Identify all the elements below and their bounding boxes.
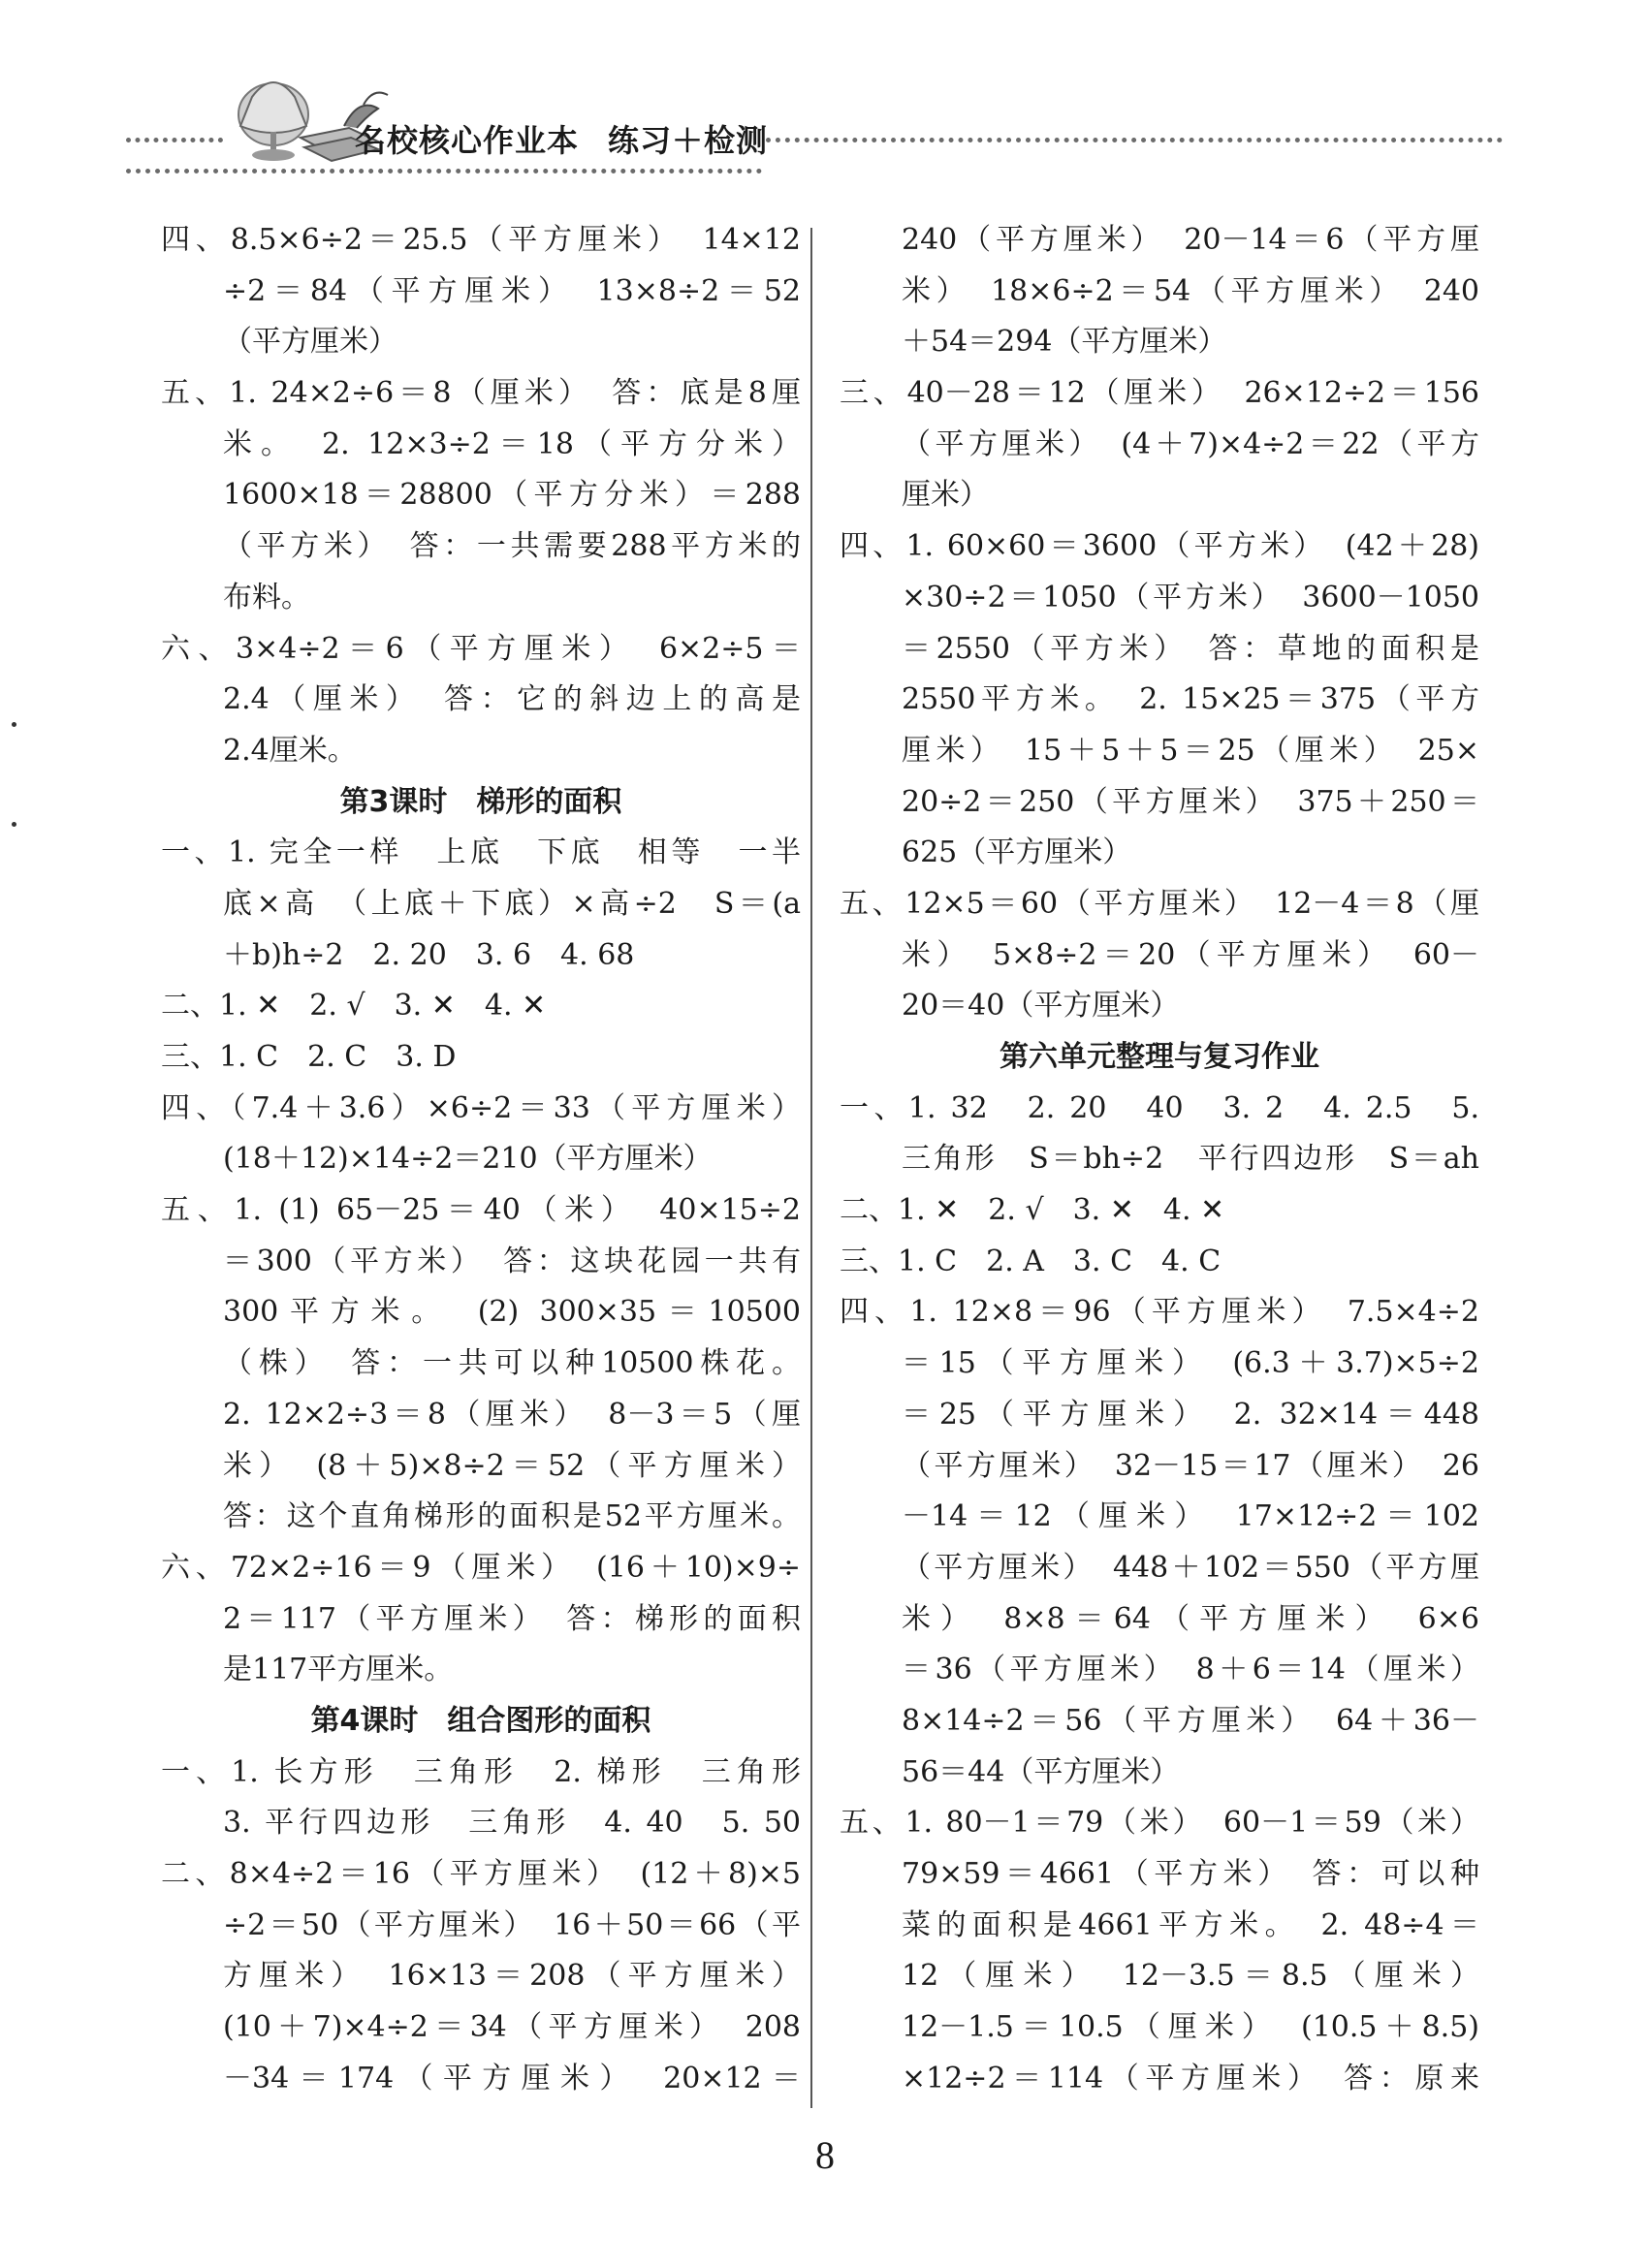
answer-line: 底×高 （上底＋下底）×高÷2 S＝(a xyxy=(223,886,801,921)
margin-dot xyxy=(12,822,16,827)
answer-line: 三角形 S＝bh÷2 平行四边形 S＝ah xyxy=(902,1142,1479,1177)
answer-line: 五、1. (1) 65－25＝40（米） 40×15÷2 xyxy=(161,1193,801,1228)
answer-line: （平方米） 答：一共需要288平方米的 xyxy=(223,529,801,564)
answer-line: ×12÷2＝114（平方厘米） 答：原来 xyxy=(902,2061,1479,2095)
answer-line: ×30÷2＝1050（平方米） 3600－1050 xyxy=(902,580,1479,614)
answer-line: －14＝12（厘米） 17×12÷2＝102 xyxy=(902,1499,1479,1534)
answer-line: 六、72×2÷16＝9（厘米） (16＋10)×9÷ xyxy=(161,1550,801,1585)
answer-line: 三、40－28＝12（厘米） 26×12÷2＝156 xyxy=(840,376,1479,411)
answer-line: 2. 12×2÷3＝8（厘米） 8－3＝5（厘 xyxy=(223,1397,801,1432)
column-divider xyxy=(810,228,812,2108)
answer-line: 二、8×4÷2＝16（平方厘米） (12＋8)×5 xyxy=(161,1857,801,1891)
answer-line: 三、1. C 2. C 3. D xyxy=(161,1040,457,1074)
answer-line: 菜的面积是4661平方米。 2. 48÷4＝ xyxy=(902,1907,1479,1942)
answer-line: 一、1. 32 2. 20 40 3. 2 4. 2.5 5. xyxy=(840,1090,1479,1125)
answer-line: ÷2＝84（平方厘米） 13×8÷2＝52 xyxy=(223,273,801,308)
answer-line: ＋b)h÷2 2. 20 3. 6 4. 68 xyxy=(223,937,635,972)
brand-subtitle: 练习＋检测 xyxy=(608,122,769,159)
answer-line: ＝36（平方厘米） 8＋6＝14（厘米） xyxy=(902,1653,1479,1687)
margin-dot xyxy=(12,722,16,727)
answer-line: ＝2550（平方米） 答：草地的面积是 xyxy=(902,631,1479,666)
answer-line: 三、1. C 2. A 3. C 4. C xyxy=(840,1244,1222,1278)
answer-line: （平方厘米） (4＋7)×4÷2＝22（平方 xyxy=(902,426,1479,461)
brand-name: 名校核心作业本 xyxy=(355,122,580,159)
answer-line: 方厘米） 16×13＝208（平方厘米） xyxy=(223,1959,801,1994)
answer-line: 四、1. 12×8＝96（平方厘米） 7.5×4÷2 xyxy=(840,1295,1479,1330)
answer-line: 56＝44（平方厘米） xyxy=(902,1754,1180,1789)
answer-line: ＝25（平方厘米） 2. 32×14＝448 xyxy=(902,1397,1479,1432)
header-dots-right xyxy=(766,138,1503,142)
answer-column-left xyxy=(161,215,801,2104)
answer-line: 是117平方厘米。 xyxy=(223,1653,454,1687)
series-title xyxy=(355,116,768,161)
page-number: 8 xyxy=(815,2133,835,2177)
answer-line: 3. 平行四边形 三角形 4. 40 5. 50 xyxy=(223,1806,801,1841)
answer-line: 五、12×5＝60（平方厘米） 12－4＝8（厘 xyxy=(840,886,1479,921)
answer-line: 240（平方厘米） 20－14＝6（平方厘 xyxy=(902,223,1479,257)
answer-line: ＝15（平方厘米） (6.3＋3.7)×5÷2 xyxy=(902,1346,1479,1381)
answer-line: 一、1. 完全一样 上底 下底 相等 一半 xyxy=(161,835,801,870)
answer-line: 300平方米。 (2) 300×35＝10500 xyxy=(223,1295,801,1330)
answer-line: 米） 8×8＝64（平方厘米） 6×6 xyxy=(902,1601,1479,1636)
answer-line: 二、1. ✕ 2. √ 3. ✕ 4. ✕ xyxy=(840,1193,1225,1228)
answer-line: 12－1.5＝10.5（厘米） (10.5＋8.5) xyxy=(902,2010,1479,2045)
answer-line: 20÷2＝250（平方厘米） 375＋250＝ xyxy=(902,784,1479,819)
answer-line: 2.4厘米。 xyxy=(223,733,357,768)
section-heading: 第4课时 组合图形的面积 xyxy=(310,1703,651,1738)
answer-line: （平方厘米） 448＋102＝550（平方厘 xyxy=(902,1550,1479,1585)
answer-line: 四、8.5×6÷2＝25.5（平方厘米） 14×12 xyxy=(161,223,801,257)
answer-line: 2.4（厘米） 答：它的斜边上的高是 xyxy=(223,682,801,717)
answer-line: 厘米） 15＋5＋5＝25（厘米） 25× xyxy=(902,733,1479,768)
answer-line: ＋54＝294（平方厘米） xyxy=(902,325,1227,360)
answer-line: 2550平方米。 2. 15×25＝375（平方 xyxy=(902,682,1479,717)
answer-line: 二、1. ✕ 2. √ 3. ✕ 4. ✕ xyxy=(161,989,547,1024)
answer-line: 一、1. 长方形 三角形 2. 梯形 三角形 xyxy=(161,1754,801,1789)
answer-line: 答：这个直角梯形的面积是52平方厘米。 xyxy=(223,1499,801,1534)
answer-line: 四、1. 60×60＝3600（平方米） (42＋28) xyxy=(840,529,1479,564)
header-dots-left xyxy=(126,138,223,142)
answer-line: －34＝174（平方厘米） 20×12＝ xyxy=(223,2061,801,2095)
page-header xyxy=(126,58,1503,184)
answer-line: 20＝40（平方厘米） xyxy=(902,989,1180,1024)
answer-line: 厘米） xyxy=(902,478,989,513)
answer-line: 米） 5×8÷2＝20（平方厘米） 60－ xyxy=(902,937,1479,972)
section-heading: 第六单元整理与复习作业 xyxy=(1000,1040,1319,1074)
answer-line: （株） 答：一共可以种10500株花。 xyxy=(223,1346,801,1381)
answer-line: ＝300（平方米） 答：这块花园一共有 xyxy=(223,1244,801,1278)
answer-line: 8×14÷2＝56（平方厘米） 64＋36－ xyxy=(902,1703,1479,1738)
answer-line: 米） 18×6÷2＝54（平方厘米） 240 xyxy=(902,273,1479,308)
answer-line: 1600×18＝28800（平方分米）＝288 xyxy=(223,478,801,513)
answer-line: ÷2＝50（平方厘米） 16＋50＝66（平 xyxy=(223,1907,801,1942)
answer-line: （平方厘米） 32－15＝17（厘米） 26 xyxy=(902,1448,1479,1483)
answer-line: 625（平方厘米） xyxy=(902,835,1132,870)
answer-line: 79×59＝4661（平方米） 答：可以种 xyxy=(902,1857,1479,1891)
answer-line: 12（厘米） 12－3.5＝8.5（厘米） xyxy=(902,1959,1479,1994)
header-dots-under xyxy=(126,169,762,173)
answer-line: 五、1. 24×2÷6＝8（厘米） 答：底是8厘 xyxy=(161,376,801,411)
answer-line: （平方厘米） xyxy=(223,325,397,360)
answer-line: 2＝117（平方厘米） 答：梯形的面积 xyxy=(223,1601,801,1636)
answer-line: 米） (8＋5)×8÷2＝52（平方厘米） xyxy=(223,1448,801,1483)
section-heading: 第3课时 梯形的面积 xyxy=(339,784,622,819)
answer-line: (10＋7)×4÷2＝34（平方厘米） 208 xyxy=(223,2010,801,2045)
answer-line: 五、1. 80－1＝79（米） 60－1＝59（米） xyxy=(840,1806,1479,1841)
answer-line: 米。 2. 12×3÷2＝18（平方分米） xyxy=(223,426,801,461)
answer-line: 布料。 xyxy=(223,580,310,614)
answer-line: 四、（7.4＋3.6）×6÷2＝33（平方厘米） xyxy=(161,1090,801,1125)
answer-column-right xyxy=(840,215,1479,2104)
answer-line: 六、3×4÷2＝6（平方厘米） 6×2÷5＝ xyxy=(161,631,801,666)
answer-line: (18＋12)×14÷2＝210（平方厘米） xyxy=(223,1142,713,1177)
